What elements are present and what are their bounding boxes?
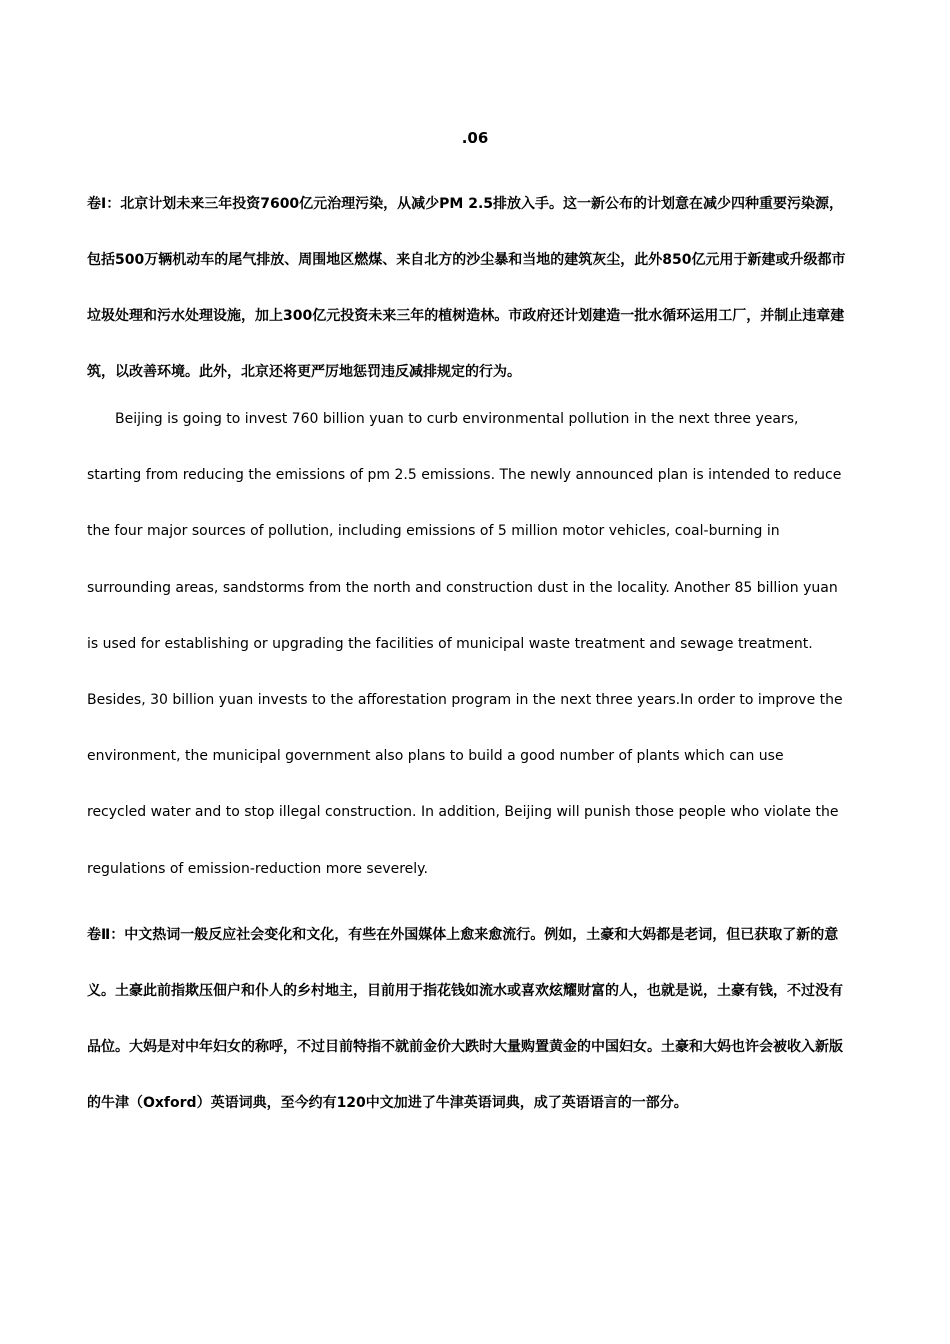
text-line: Besides, 30 billion yuan invests to the afforestation program in the next three years.In order to improve the <box>87 691 843 708</box>
text-line: environment, the municipal government also plans to build a good number of plants which can use <box>87 748 784 765</box>
volume-2-chinese-paragraph <box>87 925 869 1149</box>
text-line: recycled water and to stop illegal construction. In addition, Beijing will punish those people who violate the <box>87 804 839 821</box>
text-line: the four major sources of pollution, including emissions of 5 million motor vehicles, coal-burning in <box>87 523 780 540</box>
text-line: regulations of emission-reduction more severely. <box>87 860 428 877</box>
text-line: 义。土豪此前指欺压佃户和仆人的乡村地主，目前用于指花钱如流水或喜欢炫耀财富的人，也就是说，土豪有钱，不过没有 <box>87 983 843 999</box>
volume-1-chinese-paragraph <box>87 194 869 418</box>
volume-1-english-translation <box>87 409 877 915</box>
text-line: 卷Ⅱ：中文热词一般反应社会变化和文化，有些在外国媒体上愈来愈流行。例如，土豪和大妈都是老词，但已获取了新的意 <box>87 927 839 943</box>
text-line: 的牛津（Oxford）英语词典，至今约有120中文加进了牛津英语词典，成了英语语言的一部分。 <box>87 1095 688 1111</box>
text-line: 垃圾处理和污水处理设施，加上300亿元投资未来三年的植树造林。市政府还计划建造一批水循环运用工厂，并制止违章建 <box>87 308 845 324</box>
text-line: 筑，以改善环境。此外，北京还将更严厉地惩罚违反减排规定的行为。 <box>87 364 521 380</box>
text-line: starting from reducing the emissions of pm 2.5 emissions. The newly announced plan is intended to reduce <box>87 467 842 484</box>
text-line: Beijing is going to invest 760 billion yuan to curb environmental pollution in the next three years, <box>115 411 799 427</box>
text-line: surrounding areas, sandstorms from the north and construction dust in the locality. Another 85 billion yuan <box>87 579 838 596</box>
text-line: is used for establishing or upgrading the facilities of municipal waste treatment and sewage treatment. <box>87 635 813 652</box>
text-line: 卷Ⅰ：北京计划未来三年投资7600亿元治理污染，从减少PM 2.5排放入手。这一新公布的计划意在减少四种重要污染源， <box>87 196 844 212</box>
text-line: 包括500万辆机动车的尾气排放、周围地区燃煤、来自北方的沙尘暴和当地的建筑灰尘，此外850亿元用于新建或升级都市 <box>87 252 846 268</box>
page-title: .06 <box>461 129 489 147</box>
text-line: 品位。大妈是对中年妇女的称呼，不过目前特指不就前金价大跌时大量购置黄金的中国妇女。土豪和大妈也许会被收入新版 <box>87 1039 843 1055</box>
